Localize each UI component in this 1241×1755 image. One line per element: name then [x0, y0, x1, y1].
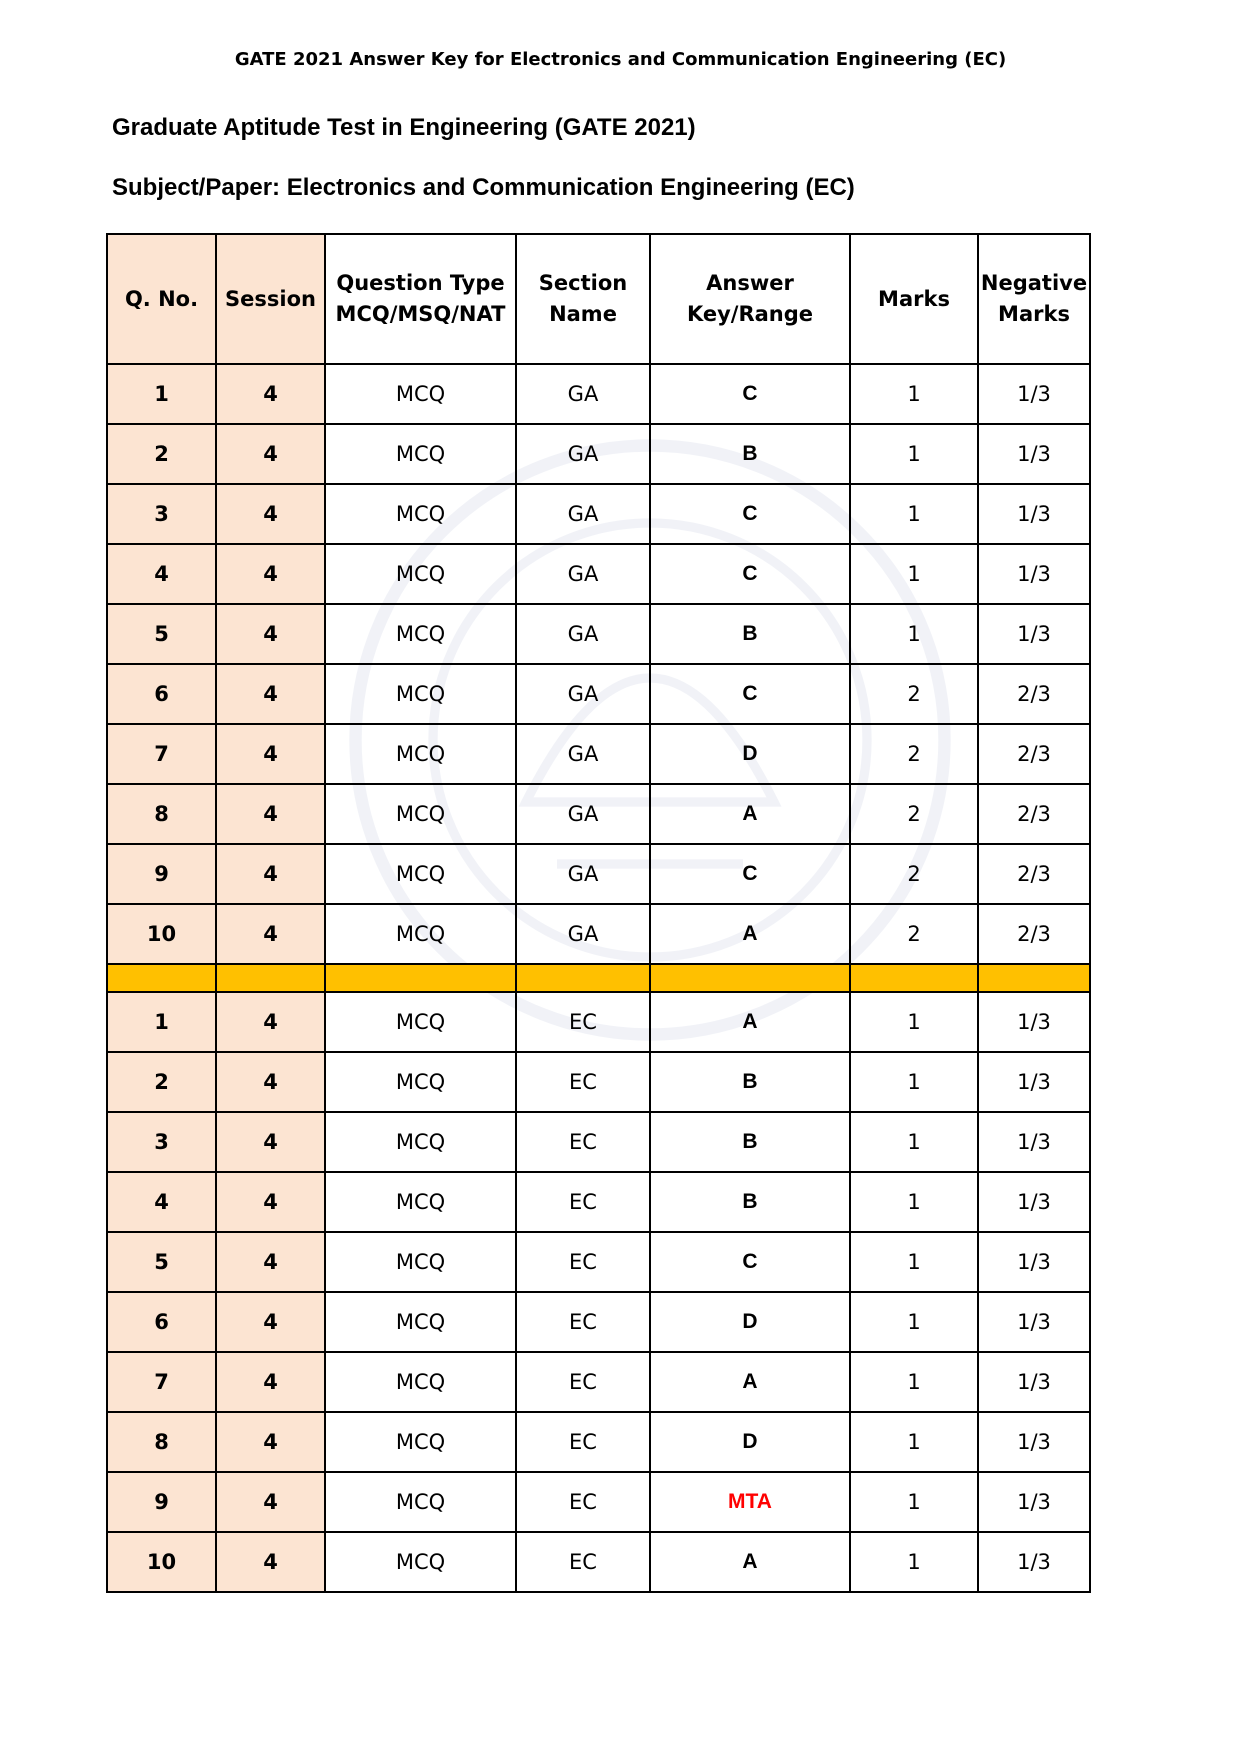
- negative-marks-cell: 1/3: [978, 544, 1090, 604]
- question-type-cell: MCQ: [325, 424, 516, 484]
- separator-cell: [516, 964, 650, 992]
- question-number-cell: 8: [107, 1412, 216, 1472]
- section-name-cell: EC: [516, 1052, 650, 1112]
- question-type-cell: MCQ: [325, 1292, 516, 1352]
- question-type-cell: MCQ: [325, 544, 516, 604]
- marks-cell: 1: [850, 1172, 978, 1232]
- table-row: [107, 544, 1090, 604]
- negative-marks-cell: 2/3: [978, 844, 1090, 904]
- answer-key-cell: B: [650, 604, 850, 664]
- table-row: [107, 1052, 1090, 1112]
- section-name-cell: GA: [516, 784, 650, 844]
- table-row: [107, 604, 1090, 664]
- section-name-cell: EC: [516, 992, 650, 1052]
- marks-cell: 1: [850, 364, 978, 424]
- question-type-cell: MCQ: [325, 1472, 516, 1532]
- separator-row: [107, 964, 1090, 992]
- answer-key-cell: B: [650, 424, 850, 484]
- table-row: [107, 904, 1090, 964]
- question-number-cell: 3: [107, 1112, 216, 1172]
- question-number-cell: 10: [107, 1532, 216, 1592]
- marks-cell: 1: [850, 992, 978, 1052]
- session-cell: 4: [216, 724, 325, 784]
- header-negative-marks: [978, 234, 1090, 364]
- session-cell: 4: [216, 364, 325, 424]
- question-number-cell: 2: [107, 424, 216, 484]
- table-row: [107, 724, 1090, 784]
- section-name-cell: GA: [516, 664, 650, 724]
- question-type-cell: MCQ: [325, 724, 516, 784]
- table-row: [107, 844, 1090, 904]
- marks-cell: 1: [850, 544, 978, 604]
- separator-cell: [978, 964, 1090, 992]
- answer-key-cell: A: [650, 1352, 850, 1412]
- answer-key-cell: B: [650, 1172, 850, 1232]
- question-type-cell: MCQ: [325, 1112, 516, 1172]
- answer-key-cell: C: [650, 844, 850, 904]
- negative-marks-cell: 1/3: [978, 1292, 1090, 1352]
- marks-cell: 1: [850, 424, 978, 484]
- header-section-line1: Section: [538, 271, 628, 295]
- session-cell: 4: [216, 604, 325, 664]
- session-cell: 4: [216, 784, 325, 844]
- answer-key-cell: D: [650, 1412, 850, 1472]
- negative-marks-cell: 1/3: [978, 1232, 1090, 1292]
- ga-section-rows: [107, 364, 1090, 964]
- negative-marks-cell: 2/3: [978, 724, 1090, 784]
- separator-cell: [850, 964, 978, 992]
- table-row: [107, 1412, 1090, 1472]
- marks-cell: 1: [850, 1052, 978, 1112]
- negative-marks-cell: 2/3: [978, 664, 1090, 724]
- ec-section-rows: [107, 992, 1090, 1592]
- question-number-cell: 2: [107, 1052, 216, 1112]
- section-name-cell: EC: [516, 1112, 650, 1172]
- answer-key-cell: C: [650, 544, 850, 604]
- table-row: [107, 484, 1090, 544]
- answer-key-cell: C: [650, 364, 850, 424]
- section-name-cell: EC: [516, 1412, 650, 1472]
- marks-cell: 1: [850, 604, 978, 664]
- session-cell: 4: [216, 1472, 325, 1532]
- session-cell: 4: [216, 544, 325, 604]
- session-cell: 4: [216, 1232, 325, 1292]
- question-type-cell: MCQ: [325, 844, 516, 904]
- negative-marks-cell: 1/3: [978, 1112, 1090, 1172]
- marks-cell: 1: [850, 1352, 978, 1412]
- page-header: GATE 2021 Answer Key for Electronics and Communication Engineering (EC): [234, 49, 1007, 70]
- session-cell: 4: [216, 844, 325, 904]
- question-type-cell: MCQ: [325, 1352, 516, 1412]
- header-marks: Marks: [850, 234, 978, 364]
- section-name-cell: GA: [516, 904, 650, 964]
- section-name-cell: GA: [516, 424, 650, 484]
- marks-cell: 1: [850, 1472, 978, 1532]
- marks-cell: 2: [850, 904, 978, 964]
- question-number-cell: 1: [107, 364, 216, 424]
- question-type-cell: MCQ: [325, 784, 516, 844]
- section-separator: [107, 964, 1090, 992]
- section-name-cell: EC: [516, 1352, 650, 1412]
- answer-key-cell: A: [650, 992, 850, 1052]
- session-cell: 4: [216, 1352, 325, 1412]
- negative-marks-cell: 1/3: [978, 484, 1090, 544]
- marks-cell: 1: [850, 1112, 978, 1172]
- table-row: [107, 1292, 1090, 1352]
- marks-cell: 2: [850, 784, 978, 844]
- section-name-cell: GA: [516, 484, 650, 544]
- table-row: [107, 364, 1090, 424]
- answer-key-cell: C: [650, 1232, 850, 1292]
- table-row: [107, 1112, 1090, 1172]
- question-type-cell: MCQ: [325, 992, 516, 1052]
- session-cell: 4: [216, 1052, 325, 1112]
- answer-key-cell: B: [650, 1052, 850, 1112]
- answer-key-cell: B: [650, 1112, 850, 1172]
- table-row: [107, 424, 1090, 484]
- answer-key-cell: A: [650, 784, 850, 844]
- question-type-cell: MCQ: [325, 1412, 516, 1472]
- header-question-type: [325, 234, 516, 364]
- section-name-cell: EC: [516, 1292, 650, 1352]
- separator-cell: [325, 964, 516, 992]
- question-number-cell: 8: [107, 784, 216, 844]
- question-type-cell: MCQ: [325, 1052, 516, 1112]
- session-cell: 4: [216, 664, 325, 724]
- separator-cell: [650, 964, 850, 992]
- question-type-cell: MCQ: [325, 1172, 516, 1232]
- question-type-cell: MCQ: [325, 1532, 516, 1592]
- header-section-line2: Name: [549, 302, 617, 326]
- session-cell: 4: [216, 904, 325, 964]
- negative-marks-cell: 1/3: [978, 1472, 1090, 1532]
- negative-marks-cell: 2/3: [978, 904, 1090, 964]
- section-name-cell: EC: [516, 1172, 650, 1232]
- section-name-cell: EC: [516, 1232, 650, 1292]
- header-negative-line2: Marks: [998, 302, 1070, 326]
- marks-cell: 1: [850, 1532, 978, 1592]
- negative-marks-cell: 1/3: [978, 424, 1090, 484]
- negative-marks-cell: 1/3: [978, 604, 1090, 664]
- section-name-cell: GA: [516, 844, 650, 904]
- session-cell: 4: [216, 1532, 325, 1592]
- question-number-cell: 5: [107, 604, 216, 664]
- question-type-cell: MCQ: [325, 1232, 516, 1292]
- question-number-cell: 7: [107, 724, 216, 784]
- question-number-cell: 7: [107, 1352, 216, 1412]
- negative-marks-cell: 1/3: [978, 1052, 1090, 1112]
- question-number-cell: 4: [107, 544, 216, 604]
- section-name-cell: EC: [516, 1532, 650, 1592]
- negative-marks-cell: 1/3: [978, 1532, 1090, 1592]
- marks-cell: 2: [850, 664, 978, 724]
- question-type-cell: MCQ: [325, 904, 516, 964]
- document-title: Graduate Aptitude Test in Engineering (GATE 2021): [112, 114, 696, 141]
- session-cell: 4: [216, 484, 325, 544]
- header-answer-line1: Answer: [706, 271, 794, 295]
- separator-cell: [107, 964, 216, 992]
- question-number-cell: 6: [107, 1292, 216, 1352]
- header-question-type-line2: MCQ/MSQ/NAT: [335, 302, 506, 326]
- section-name-cell: GA: [516, 364, 650, 424]
- question-number-cell: 6: [107, 664, 216, 724]
- table-header-row: [107, 234, 1090, 364]
- header-answer-key: [650, 234, 850, 364]
- header-section-name: [516, 234, 650, 364]
- marks-cell: 1: [850, 1292, 978, 1352]
- answer-key-cell: MTA: [650, 1472, 850, 1532]
- table-row: [107, 784, 1090, 844]
- answer-key-cell: A: [650, 1532, 850, 1592]
- table-row: [107, 1232, 1090, 1292]
- negative-marks-cell: 1/3: [978, 1172, 1090, 1232]
- table-row: [107, 992, 1090, 1052]
- answer-key-cell: C: [650, 484, 850, 544]
- question-number-cell: 10: [107, 904, 216, 964]
- negative-marks-cell: 1/3: [978, 992, 1090, 1052]
- question-number-cell: 9: [107, 1472, 216, 1532]
- session-cell: 4: [216, 1412, 325, 1472]
- session-cell: 4: [216, 1112, 325, 1172]
- answer-key-cell: C: [650, 664, 850, 724]
- question-type-cell: MCQ: [325, 364, 516, 424]
- answer-key-table: [106, 233, 1091, 1593]
- answer-key-cell: D: [650, 1292, 850, 1352]
- table-row: [107, 1532, 1090, 1592]
- header-negative-line1: Negative: [980, 271, 1088, 295]
- question-type-cell: MCQ: [325, 484, 516, 544]
- table-row: [107, 1172, 1090, 1232]
- document-subject: Subject/Paper: Electronics and Communication Engineering (EC): [112, 174, 855, 201]
- session-cell: 4: [216, 992, 325, 1052]
- marks-cell: 1: [850, 484, 978, 544]
- section-name-cell: GA: [516, 604, 650, 664]
- question-number-cell: 9: [107, 844, 216, 904]
- marks-cell: 2: [850, 844, 978, 904]
- header-answer-line2: Key/Range: [686, 302, 814, 326]
- section-name-cell: GA: [516, 724, 650, 784]
- negative-marks-cell: 2/3: [978, 784, 1090, 844]
- question-type-cell: MCQ: [325, 604, 516, 664]
- answer-key-cell: D: [650, 724, 850, 784]
- separator-cell: [216, 964, 325, 992]
- session-cell: 4: [216, 1292, 325, 1352]
- table-row: [107, 1352, 1090, 1412]
- question-number-cell: 5: [107, 1232, 216, 1292]
- header-question-type-line1: Question Type: [336, 271, 505, 295]
- section-name-cell: EC: [516, 1472, 650, 1532]
- negative-marks-cell: 1/3: [978, 364, 1090, 424]
- answer-key-cell: A: [650, 904, 850, 964]
- question-number-cell: 1: [107, 992, 216, 1052]
- marks-cell: 1: [850, 1232, 978, 1292]
- marks-cell: 1: [850, 1412, 978, 1472]
- question-type-cell: MCQ: [325, 664, 516, 724]
- question-number-cell: 3: [107, 484, 216, 544]
- session-cell: 4: [216, 1172, 325, 1232]
- negative-marks-cell: 1/3: [978, 1352, 1090, 1412]
- header-qno: Q. No.: [107, 234, 216, 364]
- marks-cell: 2: [850, 724, 978, 784]
- table-row: [107, 1472, 1090, 1532]
- question-number-cell: 4: [107, 1172, 216, 1232]
- negative-marks-cell: 1/3: [978, 1412, 1090, 1472]
- table-row: [107, 664, 1090, 724]
- section-name-cell: GA: [516, 544, 650, 604]
- session-cell: 4: [216, 424, 325, 484]
- header-session: Session: [216, 234, 325, 364]
